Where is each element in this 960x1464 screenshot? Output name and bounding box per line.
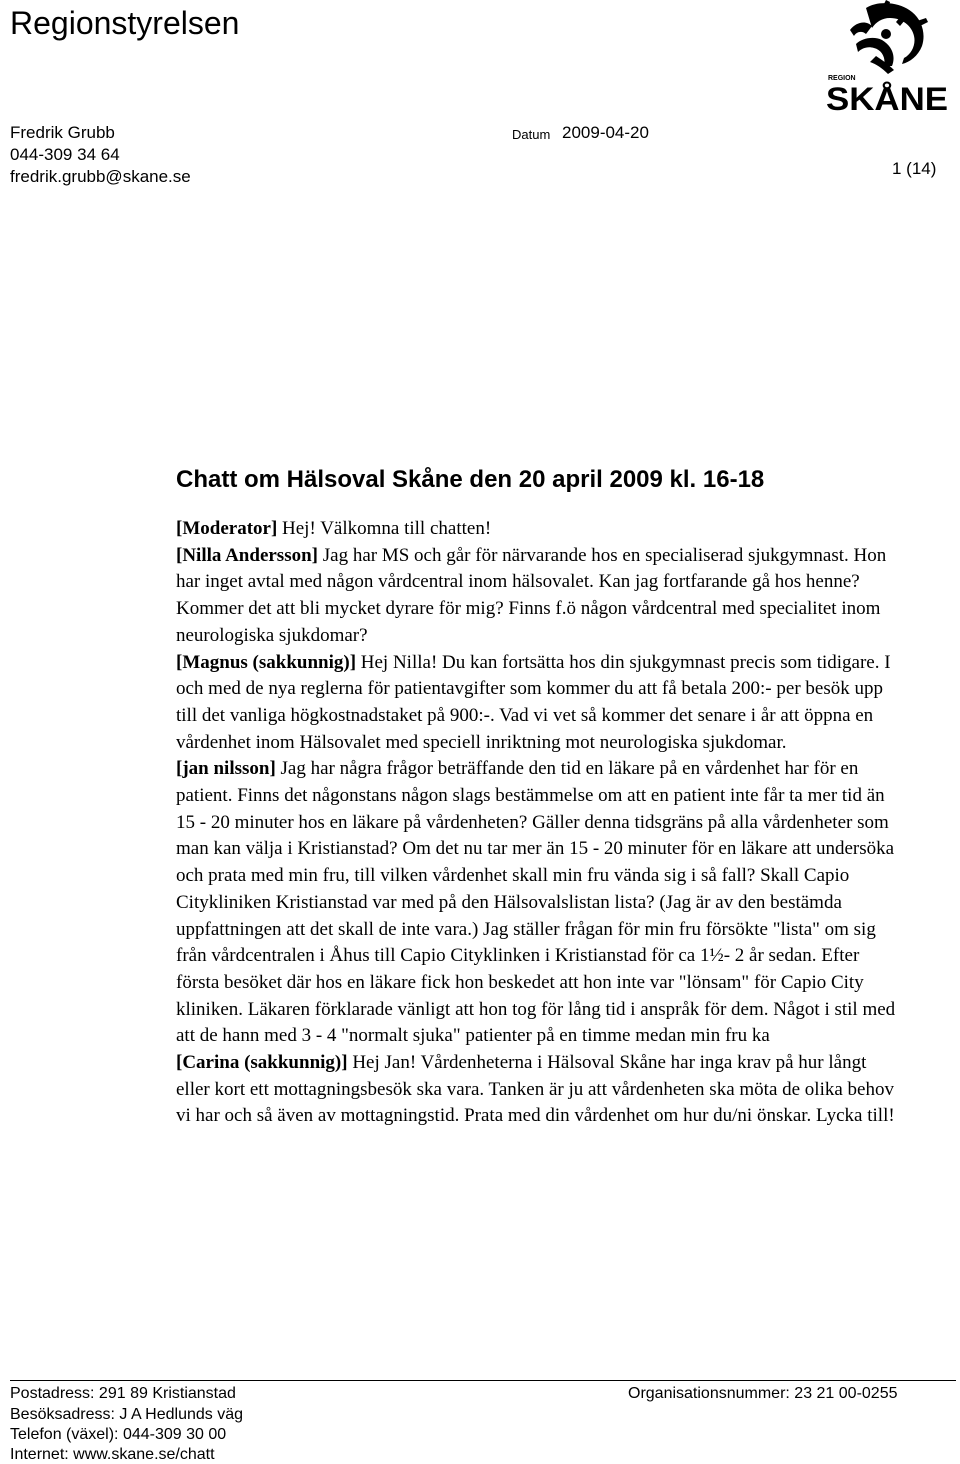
sender-email: fredrik.grubb@skane.se — [10, 167, 191, 186]
chat-message — [176, 516, 896, 543]
logo-region-text: REGION — [828, 75, 856, 82]
footer-phone: Telefon (växel): 044-309 30 00 — [10, 1426, 227, 1443]
page-number: 1 (14) — [892, 159, 937, 178]
sender-phone: 044-309 34 64 — [10, 145, 120, 164]
message-text: Jag har MS och går för närvarande hos en specialiserad sjukgymnast. Hon har inget avtal med någon vårdcentral inom hälsovalet. Kan jag fortfarande gå hos henne? Kommer det att bli mycket dyrare för mig? Finns f.ö någon vårdcentral med specialitet inom neurologiska sjukdomar? — [176, 544, 887, 646]
footer-divider — [10, 1380, 956, 1381]
message-text: Hej Jan! Vårdenheterna i Hälsoval Skåne har inga krav på hur långt eller kort ett mottagningsbesök ska vara. Tanken är ju att vårdenheten ska möta de olika behov vi har och så även av mottagningstid. Prata med din vårdenhet om hur du/ni önskar. Lycka till! — [176, 1052, 895, 1127]
message-text: Hej! Välkomna till chatten! — [277, 518, 492, 539]
message-speaker: [jan nilsson] — [176, 758, 276, 780]
message-text: Hej Nilla! Du kan fortsätta hos din sjukgymnast precis som tidigare. I och med de nya reglerna för patientavgifter som kommer du att få betala 200:- per besök upp till det vanliga högkostnadstaket på 900:-. Vad vi vet så kommer det senare i år att öppna en vårdenhet inom Hälsovalet med speciell inriktning mot neurologiska sjukdomar. — [176, 651, 891, 753]
document-heading: Chatt om Hälsoval Skåne den 20 april 2009 kl. 16-18 — [176, 466, 765, 493]
footer-org-number: Organisationsnummer: 23 21 00-0255 — [628, 1385, 898, 1402]
logo-skane-text: SKÅNE — [826, 81, 948, 112]
footer-postal-address: Postadress: 291 89 Kristianstad — [10, 1385, 236, 1402]
chat-transcript — [176, 516, 896, 1130]
sender-name: Fredrik Grubb — [10, 123, 115, 142]
chat-message — [176, 650, 896, 757]
footer-website: Internet: www.skane.se/chatt — [10, 1446, 215, 1463]
date-label: Datum — [512, 127, 551, 142]
chat-message — [176, 1050, 896, 1130]
org-title: Regionstyrelsen — [10, 5, 240, 41]
region-skane-logo-icon — [826, 0, 948, 112]
date-value: 2009-04-20 — [562, 123, 649, 142]
message-speaker: [Moderator] — [176, 518, 278, 539]
footer-visit-address: Besöksadress: J A Hedlunds väg — [10, 1406, 244, 1423]
message-speaker: [Nilla Andersson] — [176, 544, 318, 566]
chat-message — [176, 756, 896, 1050]
message-speaker: [Magnus (sakkunnig)] — [176, 651, 357, 673]
message-speaker: [Carina (sakkunnig)] — [176, 1052, 348, 1074]
message-text: Jag har några frågor beträffande den tid en läkare på en vårdenhet har för en patient. Finns det någonstans någon slags bestämmelse om att en patient inte får ta mer tid än 15 - 20 minuter hos en läkare på vårdenheten? Gäller denna tidsgräns på alla vårdenheter som man kan välja i Kristianstad? Om det nu tar mer än 15 - 20 minuter för en läkare att undersöka och prata med min fru, till vilken vårdenhet skall min fru vända sig i så fall? Skall Capio Citykliniken Kristianstad var med på den Hälsovalslistan lista? (Jag är av den bestämda uppfattningen att det skall de inte vara.) Jag ställer frågan för min fru försökte "lista" om sig från vårdcentralen i Åhus till Capio Cityklinken i Kristianstad för ca 1½- 2 år sedan. Efter första besöket där hos en läkare fick hon beskedet att hon inte var "lönsam" för Capio City kliniken. Läkaren förklarade vänligt att hon tog för lång tid i anspråk för dem. Något i stil med att de hann med 3 - 4 "normalt sjuka" patienter på en timme medan min fru ka — [176, 758, 896, 1047]
chat-message — [176, 543, 896, 650]
